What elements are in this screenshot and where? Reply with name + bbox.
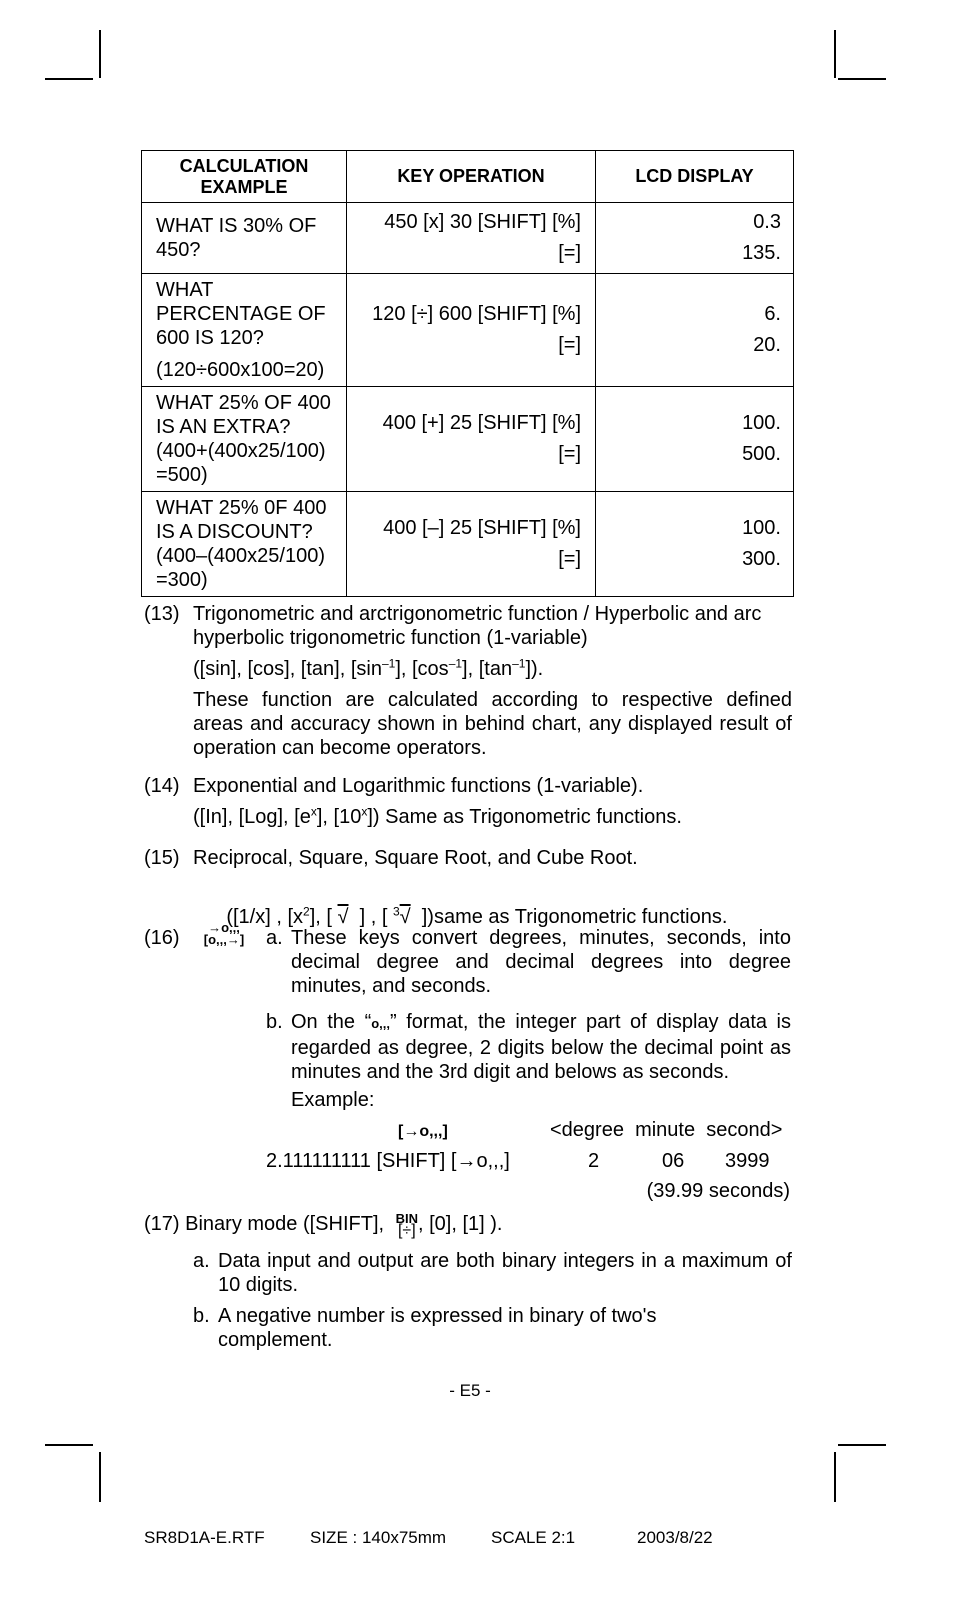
- section-16: [144, 920, 792, 1216]
- example-input: 2.111111111 [SHIFT] [→o,,,]: [266, 1150, 510, 1172]
- percentage-examples-table: [141, 150, 794, 597]
- section-number: (15): [144, 847, 180, 869]
- crop-mark: [99, 1452, 101, 1502]
- section-13: [144, 602, 792, 760]
- crop-mark: [99, 30, 101, 78]
- root-keys: ([1/x] , $[x^2]$, [ √ ] , [ $^3$√ ])same as Trigonometric functions.: [226, 904, 728, 928]
- cube-root-index: 3: [392, 904, 400, 919]
- table-row: [142, 203, 794, 274]
- example-cell: WHAT 25% OF 400 IS AN EXTRA? (400+(400x25/100) =500): [142, 387, 347, 492]
- example-minute: 06: [662, 1150, 685, 1172]
- section-number: (16): [144, 927, 180, 949]
- crop-mark: [45, 1444, 93, 1446]
- example-label: Example:: [291, 1089, 375, 1111]
- dms-description-b: On the “o,,,” format, the integer part of display data is regarded as degree, 2 digits below the decimal point as minutes and the 3rd digit and belows as seconds.: [291, 1011, 791, 1083]
- example-cell: WHAT IS 30% OF 450?: [142, 203, 347, 274]
- footer-filename: SR8D1A-E.RTF: [144, 1528, 265, 1547]
- item-label: b.: [193, 1304, 210, 1327]
- table-header-row: [142, 151, 794, 203]
- exp-keys: ([In], [Log], $[e^x]$, [10$^x$]) Same as Trigonometric functions.: [193, 804, 682, 828]
- example-key-header: [→o,,,]: [398, 1123, 448, 1140]
- col-header-example: CALCULATION EXAMPLE: [142, 151, 347, 203]
- item-label: a.: [193, 1249, 210, 1272]
- section-13-line: Trigonometric and arctrigonometric function / Hyperbolic and arc: [193, 603, 762, 625]
- example-display-header: <degree minute second>: [550, 1119, 783, 1141]
- section-number: (13): [144, 603, 180, 625]
- sqrt-icon: √: [337, 906, 349, 928]
- dms-key-icon: →o,,, [o,,,→]: [203, 920, 245, 947]
- cube-root-icon: √: [399, 906, 411, 928]
- key-cell: 400 [+] 25 [SHIFT] [%] [=]: [347, 387, 596, 492]
- col-header-key: KEY OPERATION: [347, 151, 596, 203]
- crop-mark: [838, 78, 886, 80]
- key-cell: 120 [÷] 600 [SHIFT] [%] [=]: [347, 274, 596, 387]
- footer-date: 2003/8/22: [637, 1528, 713, 1547]
- key-cell: 400 [–] 25 [SHIFT] [%] [=]: [347, 492, 596, 597]
- example-cell: WHAT PERCENTAGE OF 600 IS 120? (120÷600x100=20): [142, 274, 347, 387]
- trig-keys: ([sin], [cos], [tan], $[\sin^{-1}]$, $[\cos^{-1}]$, $[\tan^{-1}]$).: [193, 656, 544, 680]
- footer-scale: SCALE 2:1: [491, 1528, 576, 1547]
- section-17: [144, 1212, 792, 1352]
- dms-description-a: These keys convert degrees, minutes, seconds, into decimal degree and decimal degrees into degree minutes, and seconds.: [291, 927, 791, 997]
- crop-mark: [834, 1452, 836, 1502]
- item-label: b.: [266, 1011, 283, 1033]
- table-row: [142, 274, 794, 387]
- lcd-cell: 100. 500.: [596, 387, 794, 492]
- trig-description: These function are calculated according to respective defined areas and accuracy shown in behind chart, any displayed result of operation can become operators.: [193, 689, 792, 759]
- item-label: a.: [266, 927, 283, 949]
- page-number: - E5 -: [449, 1381, 491, 1400]
- crop-mark: [45, 78, 93, 80]
- section-14: [144, 774, 792, 829]
- crop-mark: [838, 1444, 886, 1446]
- col-header-lcd: LCD DISPLAY: [596, 151, 794, 203]
- section-15-line: Reciprocal, Square, Square Root, and Cube Root.: [193, 847, 638, 869]
- section-13-line: hyperbolic trigonometric function (1-variable): [193, 627, 588, 649]
- example-degree: 2: [588, 1150, 600, 1172]
- footer-size: SIZE : 140x75mm: [310, 1528, 447, 1547]
- lcd-cell: 0.3 135.: [596, 203, 794, 274]
- section-number: (14): [144, 775, 180, 797]
- lcd-cell: 6. 20.: [596, 274, 794, 387]
- table-row: [142, 492, 794, 597]
- binary-mode-title: (17) Binary mode ([SHIFT], BIN [÷] , [0], [1] ).: [144, 1210, 503, 1239]
- binary-note-b: A negative number is expressed in binary of two's complement.: [218, 1304, 657, 1351]
- table-row: [142, 387, 794, 492]
- example-second: 3999: [725, 1150, 770, 1172]
- binary-note-a: Data input and output are both binary integers in a maximum of 10 digits.: [218, 1249, 792, 1296]
- section-14-line: Exponential and Logarithmic functions (1-variable).: [193, 775, 644, 797]
- crop-mark: [834, 30, 836, 78]
- lcd-cell: 100. 300.: [596, 492, 794, 597]
- example-cell: WHAT 25% 0F 400 IS A DISCOUNT? (400–(400x25/100) =300): [142, 492, 347, 597]
- key-cell: 450 [x] 30 [SHIFT] [%] [=]: [347, 203, 596, 274]
- bin-key-icon: BIN [÷]: [395, 1210, 419, 1239]
- example-note: (39.99 seconds): [646, 1180, 790, 1202]
